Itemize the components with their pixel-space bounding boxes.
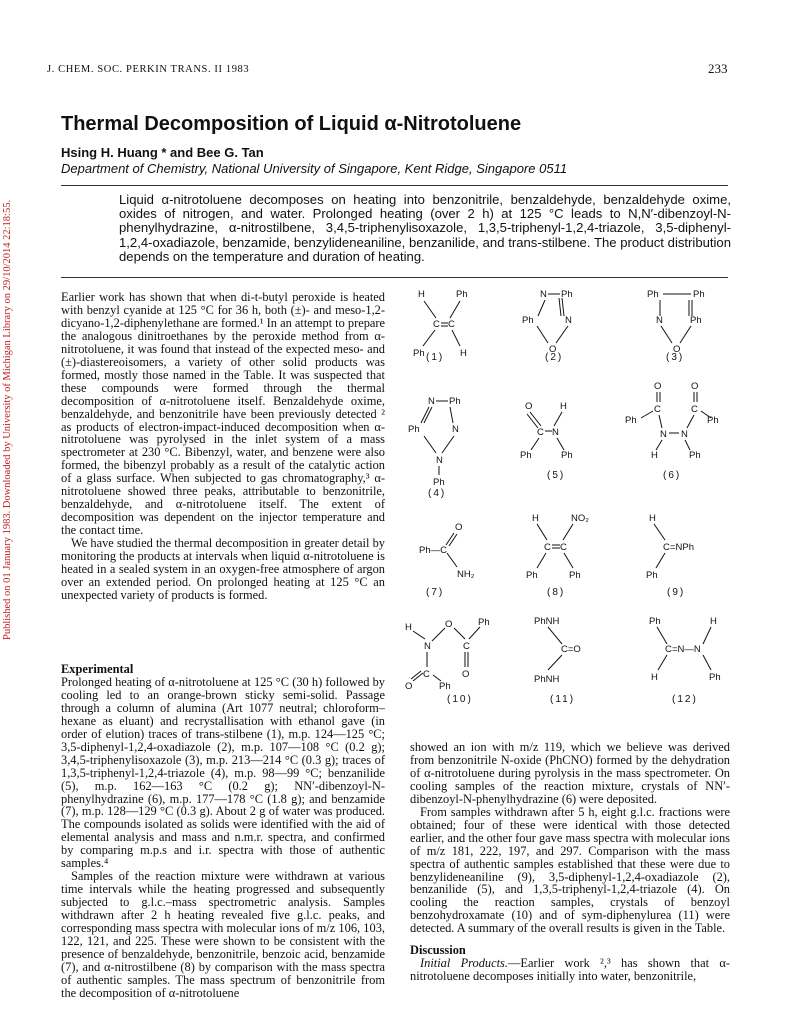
label-10: (10)	[447, 694, 473, 705]
atom-ph: Ph	[707, 415, 719, 426]
atom-ph: Ph	[693, 289, 705, 300]
atom-n: N	[428, 396, 435, 407]
atom-o: O	[445, 619, 453, 630]
label-3: (3)	[666, 352, 685, 363]
atom-c: C	[423, 669, 430, 680]
atom-o: O	[525, 401, 533, 412]
results-section	[410, 741, 730, 983]
atom-ph: Ph	[625, 415, 637, 426]
label-1: (1)	[426, 352, 445, 363]
atom-c: C	[560, 542, 567, 553]
atom-ph: Ph	[526, 570, 538, 581]
atom-ph: Ph	[690, 315, 702, 326]
atom-ph: Ph	[561, 450, 573, 461]
atom-n: N	[681, 429, 688, 440]
intro-section	[61, 291, 385, 602]
atom-c: C	[544, 542, 551, 553]
atom-n: N	[660, 429, 667, 440]
structure-4	[408, 395, 488, 495]
atom-ph: Ph	[561, 289, 573, 300]
structure-8	[523, 512, 603, 587]
atom-ph: Ph	[649, 616, 661, 627]
download-notice: Published on 01 January 1983. Downloaded by University of Michigan Library on 29/10/2014 22:18:55.	[2, 199, 13, 640]
atom-n: N	[565, 315, 572, 326]
atom-h: H	[532, 513, 539, 524]
atom-ph: Ph	[646, 570, 658, 581]
top-rule	[61, 185, 728, 186]
atom-o: O	[673, 344, 681, 355]
atom-c: C	[691, 404, 698, 415]
label-11: (11)	[550, 694, 576, 705]
structure-9	[645, 512, 725, 587]
atom-n: N	[540, 289, 547, 300]
label-9: (9)	[667, 587, 686, 598]
atom-nh2: NH₂	[457, 569, 475, 580]
atom-ph: Ph	[522, 315, 534, 326]
atom-n: N	[424, 641, 431, 652]
structure-5	[517, 400, 597, 465]
atom-n: N	[452, 424, 459, 435]
intro-paragraph-1: Earlier work has shown that when di-t-butyl peroxide is heated with benzyl cyanide at 125 °C for 36 h, both (±)- and meso-1,2-dicyano-1,2-diphenylethane are formed.¹ In an attempt to prepare the analogous dinitroethanes by the peroxide method from α-nitrotoluene, it was found that instead of the expected meso- and (±)-diastereoisomers, a variety of other solid products was formed, mostly those named in the Table. It was suspected that these compounds were formed through the thermal decomposition of α-nitrotoluene itself. Benzaldehyde oxime, benzaldehyde, and benzonitrile have been previously detected ² as products of electron-impact-induced decomposition when α-nitrotoluene was pyrolysed in the inlet system of a mass spectrometer at 230 °C. Bibenzyl, water, and benzene were also formed, the bibenzyl probably as a result of the catalytic action of a glass surface. When subjected to gas chromatography,³ α-nitrotoluene showed three peaks, attributable to benzonitrile, benzaldehyde, and α-nitrotoluene itself. The extent of decomposition was dependent on the injector temperature and the contact time.	[61, 290, 386, 538]
atom-nph: =NPh	[670, 542, 695, 553]
authors: Hsing H. Huang * and Bee G. Tan	[61, 145, 264, 160]
experimental-section	[61, 663, 385, 1000]
atom-ph: Ph	[413, 348, 425, 359]
experimental-paragraph-2: Samples of the reaction mixture were withdrawn at various time intervals while the heating progressed and subsequently subjected to g.l.c.–mass spectrometric analysis. Samples withdrawn after 2 h heating revealed five g.l.c. peaks, and corresponding mass spectra with molecular ions of m/z 106, 103, 122, 121, and 225. These were shown to be consistent with the presence of benzaldehyde, benzonitrile, benzoic acid, benzamide (7), and α-nitrostilbene (8) by comparison with the mass spectra of authentic samples. The mass spectrum of benzonitrile from the decomposition of α-nitrotoluene	[61, 869, 385, 1000]
atom-o: O	[654, 381, 662, 392]
article-title: Thermal Decomposition of Liquid α-Nitrotoluene	[61, 113, 522, 135]
atom-ph: Ph	[478, 617, 490, 628]
atom-h: H	[710, 616, 717, 627]
atom-ph: Ph	[520, 450, 532, 461]
atom-ph: Ph	[569, 570, 581, 581]
structure-1	[408, 288, 488, 363]
atom-o: O	[405, 681, 413, 692]
discussion-subheading: Initial Products.	[420, 956, 508, 971]
atom-phnh: PhNH	[534, 674, 560, 685]
atom-o: O	[455, 522, 463, 533]
affiliation: Department of Chemistry, National University of Singapore, Kent Ridge, Singapore 0511	[61, 161, 568, 176]
atom-c-eq-o: C=O	[561, 644, 581, 655]
atom-n: N	[656, 315, 663, 326]
atom-ph: Ph	[449, 396, 461, 407]
abstract-rule	[61, 277, 728, 278]
experimental-heading: Experimental	[61, 662, 134, 676]
atom-ph: Ph	[689, 450, 701, 461]
atom-c: C	[433, 319, 440, 330]
structure-3	[645, 288, 725, 363]
atom-h: H	[649, 513, 656, 524]
structure-10	[405, 615, 505, 695]
atom-o: O	[462, 669, 470, 680]
atom-ph: Ph	[709, 672, 721, 683]
page-number: 233	[708, 61, 728, 76]
atom-o: O	[549, 344, 557, 355]
atom-c: C	[663, 542, 670, 553]
atom-h: H	[405, 622, 412, 633]
atom-ph: Ph	[456, 289, 468, 300]
journal-header: J. CHEM. SOC. PERKIN TRANS. II 1983	[47, 64, 250, 75]
structure-7	[419, 515, 499, 590]
atom-h: H	[651, 672, 658, 683]
structure-6	[625, 380, 725, 465]
atom-h: H	[651, 450, 658, 461]
discussion-heading: Discussion	[410, 943, 466, 958]
atom-c: C	[654, 404, 661, 415]
atom-c: C	[448, 319, 455, 330]
label-8: (8)	[547, 587, 566, 598]
atom-c: C	[665, 644, 672, 655]
intro-paragraph-2: We have studied the thermal decomposition in greater detail by monitoring the products at intervals when liquid α-nitrotoluene is heated in a sealed system in an oxygen-free atmosphere of argon over an extended period. On prolonged heating at 125 °C an unexpected variety of products is formed.	[61, 536, 385, 602]
atom-o: O	[691, 381, 699, 392]
atom-n: N	[436, 455, 443, 466]
results-paragraph-1: showed an ion with m/z 119, which we believe was derived from benzonitrile N-oxide (PhCNO) formed by the dehydration of α-nitrotoluene during pyrolysis in the mass spectrometer. On cooling samples of the reaction mixture, crystals of NN′-dibenzoyl-N-phenylhydrazine (6) were deposited.	[410, 740, 730, 806]
atom-c: C	[537, 427, 544, 438]
structure-12	[645, 612, 735, 692]
label-2: (2)	[545, 352, 564, 363]
label-4: (4)	[428, 488, 447, 499]
atom-ph: Ph	[647, 289, 659, 300]
atom-ph: Ph	[433, 477, 445, 488]
experimental-paragraph-1: Prolonged heating of α-nitrotoluene at 125 °C (30 h) followed by cooling led to an orange-brown sticky semi-solid. Passage through a column of alumina (Art 1077 neutral; chloroform–hexane as eluant) and recrystallisation with ethanol gave (in order of elution) traces of trans-stilbene (1), m.p. 124—125 °C; 3,5-diphenyl-1,2,4-oxadiazole (2), m.p. 107—108 °C (0.2 g); 3,4,5-triphenylisoxazole (3), m.p. 213—214 °C (0.3 g); traces of 1,3,5-triphenyl-1,2,4-triazole (4), m.p. 98—99 °C; benzanilide (5), m.p. 162—163 °C (0.2 g); NN′-dibenzoyl-N-phenylhydrazine (6), m.p. 177—178 °C (1.8 g); and benzamide (7), m.p. 128—129 °C (0.3 g). About 2 g of water was produced. The compounds isolated as solids were identified with the aid of elemental analysis and mass and n.m.r. spectra, and confirmed by comparing m.p.s and i.r. spectra with those of authentic samples.⁴	[61, 674, 385, 871]
label-5: (5)	[547, 470, 566, 481]
atom-h: H	[560, 401, 567, 412]
atom-h: H	[418, 289, 425, 300]
discussion-text: —Earlier work ²,³ has shown that α-nitrotoluene decomposes initially into water, benzonitrile,	[410, 956, 731, 984]
atom-n-eq-n: =N—N	[672, 644, 701, 655]
atom-ph: Ph	[439, 681, 451, 692]
atom-phnh: PhNH	[534, 616, 560, 627]
atom-ph: Ph	[408, 424, 420, 435]
structure-11	[534, 612, 624, 692]
abstract: Liquid α-nitrotoluene decomposes on heating into benzonitrile, benzaldehyde, benzaldehyde oxime, oxides of nitrogen, and water. Prolonged heating (over 2 h) at 125 °C leads to N,N′-dibenzoyl-N-phenylhydrazine, α-nitrostilbene, 3,4,5-triphenylisoxazole, 1,3,5-triphenyl-1,2,4-triazole, 3,5-diphenyl-1,2,4-oxadiazole, benzamide, benzylideneaniline, benzanilide, and trans-stilbene. The product distribution depends on the temperature and duration of heating.	[119, 192, 731, 264]
label-6: (6)	[663, 470, 682, 481]
atom-n: N	[552, 427, 559, 438]
atom-no2: NO₂	[571, 513, 589, 524]
atom-ph-c: Ph—C	[419, 545, 447, 556]
label-7: (7)	[426, 587, 445, 598]
atom-h: H	[460, 348, 467, 359]
atom-c: C	[463, 641, 470, 652]
label-12: (12)	[672, 694, 698, 705]
results-paragraph-2: From samples withdrawn after 5 h, eight g.l.c. fractions were obtained; four of these were identical with those detected earlier, and the other four gave mass spectra with molecular ions of m/z 181, 222, 197, and 297. Comparison with the mass spectra of authentic samples established that these were due to benzylideneaniline (9), 3,5-diphenyl-1,2,4-oxadiazole (2), benzanilide (5), and 1,3,5-triphenyl-1,2,4-triazole (4). On cooling the reaction samples, crystals of benzoyl benzohydroxamate (10) and of sym-diphenylurea (11) were detected. A summary of the overall results is given in the Table.	[410, 804, 730, 936]
